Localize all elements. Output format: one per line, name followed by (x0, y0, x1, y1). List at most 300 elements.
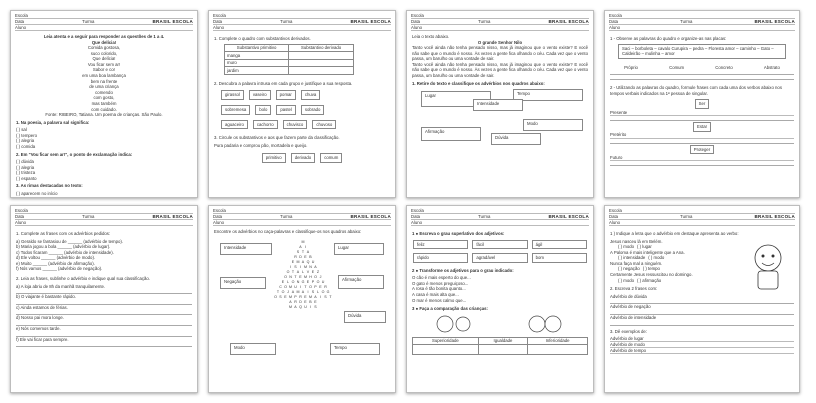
grid-letter: A (301, 260, 305, 264)
word: aguaceiro (221, 120, 248, 130)
col-header-2: Substantivo derivado (289, 44, 354, 52)
grid-letter: A (296, 270, 300, 274)
box-afirmacao: Afirmação (421, 127, 481, 141)
option: ( ) modo (618, 277, 634, 283)
question-2: 2. Descubra a palavra intrusa em cada grupo e justifique a sua resposta. (214, 80, 353, 86)
grid-letter: P (314, 285, 317, 289)
options-3 (16, 191, 192, 198)
box-intensidade: Intensidade (220, 243, 272, 255)
table-cell: manga (225, 52, 289, 60)
grid-letter: G (301, 280, 305, 284)
word: pomar (276, 90, 296, 100)
example-lines (610, 336, 794, 354)
stamp: BRASIL ESCOLA (548, 213, 590, 219)
word: sobremesa (221, 105, 250, 115)
question-1: 1 - Observe as palavras do quadro e organize-as nas placas: (610, 36, 727, 41)
label-superioridade: Superioridade (413, 337, 479, 345)
word: pastel (276, 105, 295, 115)
stamp: BRASIL ESCOLA (350, 213, 392, 219)
student-label: Aluno (15, 219, 26, 225)
grid-letter: M (304, 275, 307, 279)
school-label: Escola (213, 12, 226, 18)
plate-label: Comum (669, 64, 685, 70)
grid-letter: S (311, 290, 315, 294)
poem-line: comendo (95, 89, 113, 95)
grid-letter: D (299, 300, 302, 304)
poem-line: suco colorido, (90, 50, 118, 56)
answer-line (610, 321, 794, 326)
instructions: Encontre os advérbios no caça-palavras e classifique-os nos quadros abaixo: (214, 229, 362, 234)
verb-box (610, 121, 794, 133)
boy-illustration-icon (743, 240, 793, 295)
fill-items (16, 239, 192, 272)
tense-label: Pretérito (610, 132, 627, 138)
fill-item: a) Geraldo se fantasiou de ______ (advérbio de tempo). (16, 238, 124, 244)
grid-letter: Z (316, 270, 320, 274)
question-2: 2. Escreva 2 frases com: (610, 286, 658, 292)
stamp: BRASIL ESCOLA (350, 18, 392, 24)
grid-letter: I (305, 245, 306, 249)
grid-letter: T (301, 250, 305, 254)
plate-label: Próprio (624, 64, 638, 70)
grid-letter: T (304, 285, 307, 289)
label-igualdade: Igualdade (478, 337, 527, 345)
grid-letter: O (274, 295, 277, 299)
option: ( ) alegria (16, 138, 35, 144)
worksheet-5 (10, 205, 198, 393)
adjective: bom (532, 253, 587, 263)
student-label: Aluno (609, 219, 620, 225)
question-2: 2 - Utilizando as palavras do quadro, formule frases com cada uma dos verbos abaixo nos tempos verbais indicados na 1ª pessoa de singular. (610, 85, 782, 96)
grid-letter: P (311, 280, 315, 284)
student-label: Aluno (213, 24, 224, 30)
student-label: Aluno (213, 219, 224, 225)
tense-label: Presente (610, 109, 628, 115)
col-header-1: Substantivo primitivo (225, 44, 289, 52)
grid-letter: I (310, 305, 311, 309)
school-label: Escola (609, 207, 622, 213)
grid-letter: L (287, 280, 289, 284)
box-modo: Modo (523, 119, 583, 131)
sentence: a) A loja abriu de 8h da manhã tranquilamente. (16, 283, 106, 289)
grid-letter: O (286, 270, 290, 274)
kind-label: Advérbio de dúvida (610, 293, 647, 299)
school-label: Escola (15, 12, 28, 18)
sentence: Pura padaria e comprou pão, mortadela e queijo. (214, 142, 308, 148)
word-group (220, 89, 384, 101)
date-label: Data (411, 213, 421, 219)
grid-letter: E (314, 300, 317, 304)
adjective: ágil (532, 240, 587, 250)
grid-letter: E (304, 255, 307, 259)
text-paragraph: Tanto você ainda não tenha pensado nisso, mas já imaginou que o vento existe? E você não sabe que o mundo é nosso. Às vezes a gente fica olhando o céu. Cada vez que o vento passa, um barulho ou uma vontade de sair. (412, 61, 588, 79)
poem-line: com cuidado. (91, 106, 117, 112)
grid-letter: E (291, 260, 295, 264)
class-label: Turma (280, 213, 293, 219)
fill-item: d) Ele voltou ______ (advérbio de modo). (16, 255, 96, 261)
derivation-table (224, 44, 354, 75)
fill-item: e) Muito ______ (advérbio de afirmação). (16, 260, 95, 266)
student-label: Aluno (609, 24, 620, 30)
worksheet-4 (604, 10, 800, 198)
option: ( ) intensidade (618, 255, 646, 261)
grid-letter: I (300, 285, 301, 289)
box-negacao: Negação (220, 277, 266, 289)
school-label: Escola (609, 12, 622, 18)
grid-letter: A (306, 250, 310, 254)
answer-line (16, 342, 192, 347)
word: cachorro (253, 120, 278, 130)
grid-letter: J (287, 290, 289, 294)
option: ( ) aparecem no início (16, 191, 58, 197)
box-lugar: Lugar (334, 243, 384, 255)
student-label: Aluno (15, 24, 26, 30)
question-1: 1 ) Indique a letra que o advérbio em destaque apresenta ao verbo: (610, 231, 739, 236)
grid-letter: S (279, 295, 282, 299)
school-label: Escola (213, 207, 226, 213)
grid-letter: O (309, 285, 312, 289)
word: chuvisco (283, 120, 308, 130)
adjective: fácil (472, 240, 527, 250)
grid-letter: E (284, 295, 287, 299)
option: ( ) lugar (637, 244, 652, 250)
stamp: BRASIL ESCOLA (754, 213, 796, 219)
grid-letter: O (281, 290, 285, 294)
worksheet-2 (208, 10, 396, 198)
class-word: derivado (291, 153, 315, 163)
word-group (220, 119, 384, 131)
comparison: O gato é menos preguiçoso... (412, 280, 469, 286)
grid-letter: A (289, 300, 292, 304)
grid-letter: E (281, 280, 285, 284)
option: ( ) alegria (16, 164, 35, 170)
example-label: Advérbio de modo (610, 341, 645, 347)
comparison: A casa é mais alta que... (412, 292, 459, 298)
verb: Ser (695, 99, 710, 109)
verb-box (610, 144, 794, 156)
comparison-lines (412, 275, 588, 303)
adverb-boxes (412, 88, 588, 150)
stamp: BRASIL ESCOLA (754, 18, 796, 24)
table-cell: muro (225, 59, 289, 67)
grid-letter: O (321, 290, 325, 294)
children-illustration (412, 314, 588, 334)
student-label: Aluno (411, 24, 422, 30)
fill-item: c) Todos ficaram ______ (advérbio de intensidade). (16, 249, 114, 255)
kind-lines (610, 294, 794, 326)
question-1: 1. Na poesia, a palavra sal significa: (16, 119, 90, 125)
word: vaseiro (249, 90, 271, 100)
adverb-item: Nunca faça mal a ninguém. (610, 260, 663, 266)
label-inferioridade: Inferioridade (528, 337, 588, 345)
option: ( ) tristeza (16, 170, 36, 176)
word-search-grid (271, 240, 335, 310)
date-label: Data (411, 18, 421, 24)
class-words (214, 152, 390, 164)
question-2: 2 ● Transforme os adjetivos para o grau indicado: (412, 267, 514, 273)
stamp: BRASIL ESCOLA (152, 18, 194, 24)
option: ( ) tempero (16, 132, 38, 138)
grid-letter: M (309, 295, 312, 299)
date-label: Data (609, 213, 619, 219)
grid-letter: U (294, 285, 297, 289)
fill-item: b) Maria jogou a bola ______ (advérbio de lugar). (16, 244, 111, 250)
comparison-row (412, 298, 588, 304)
option: ( ) tempo (642, 266, 660, 272)
verb: Estar (693, 122, 711, 132)
date-label: Data (15, 18, 25, 24)
poem-line: Comida gostosa, (87, 45, 121, 51)
grid-letter: U (321, 280, 325, 284)
grid-letter: Q (306, 260, 310, 264)
box-tempo: Tempo (513, 89, 583, 101)
example-label: Advérbio de lugar (610, 335, 644, 341)
grid-letter: E (311, 270, 315, 274)
box-intensidade: Intensidade (473, 99, 523, 111)
word: girassol (221, 90, 244, 100)
class-label: Turma (680, 213, 693, 219)
grid-letter: E (304, 300, 307, 304)
question-1: 1. Retire do texto e classifique os advérbios nos quadros abaixo: (412, 80, 545, 86)
word-groups (214, 89, 390, 130)
option: ( ) afirmação (637, 277, 662, 283)
poem-title: Que delícia! (91, 39, 117, 45)
adjective-boxes (412, 239, 588, 264)
poem-line: de uma criança (89, 84, 119, 90)
grid-letter: A (314, 295, 317, 299)
grid-letter: P (294, 295, 297, 299)
grid-letter: T (329, 295, 332, 299)
grid-letter: Q (299, 305, 302, 309)
grid-letter: O (284, 285, 287, 289)
class-label: Turma (82, 18, 95, 24)
poem-line: Que delícia! (92, 56, 116, 62)
question-3: 3. Dê exemplos de: (610, 328, 648, 334)
class-label: Turma (280, 18, 293, 24)
question-3: 3. Circule os substantivos e aos que fazem parte da classificação. (214, 135, 340, 141)
grid-letter: R (299, 295, 302, 299)
grid-letter: V (306, 270, 310, 274)
box-duvida: Dúvida (491, 133, 541, 145)
kind-label: Advérbio de intensidade (610, 314, 657, 320)
grid-letter: E (304, 295, 307, 299)
school-label: Escola (411, 12, 424, 18)
comparison: O mar é menos calmo que... (412, 297, 467, 303)
poem-line: com gosto, (93, 95, 115, 101)
plate-label: Abstrato (763, 64, 780, 70)
grid-letter: J (319, 275, 322, 279)
box-modo: Modo (230, 343, 276, 355)
grid-letter: C (279, 285, 282, 289)
stamp: BRASIL ESCOLA (548, 18, 590, 24)
word: chuva (301, 90, 320, 100)
worksheet-8 (604, 205, 800, 393)
date-label: Data (15, 213, 25, 219)
sentence: e) Nós comemos tarde. (16, 325, 61, 331)
text-title: O grande Senhor Nilo (477, 39, 523, 45)
date-label: Data (609, 18, 619, 24)
grid-letter: I (300, 265, 301, 269)
word: chuvoso (312, 120, 336, 130)
comparison-table (412, 337, 588, 356)
question-1: 1 ● Escreva o grau superlativo dos adjetivos: (412, 231, 505, 236)
grid-row (271, 305, 335, 310)
option: ( ) sal (16, 127, 27, 133)
grid-letter: B (309, 300, 312, 304)
children-icon (435, 314, 475, 334)
grid-letter: O (291, 280, 295, 284)
grid-letter: O (314, 275, 317, 279)
worksheet-7 (406, 205, 594, 393)
example-line (610, 348, 794, 354)
grid-letter: G (326, 290, 330, 294)
comparison: A rosa é tão bonita quanto... (412, 286, 466, 292)
stamp: BRASIL ESCOLA (152, 213, 194, 219)
grid-letter: B (309, 255, 312, 259)
grid-letter: O (316, 280, 320, 284)
sentence: d) Nosso pai mora longe. (16, 315, 65, 321)
credit: Fonte: RIBEIRO, Tatiana. Um poema de crianças. São Paulo. (45, 112, 163, 118)
grid-letter: R (294, 300, 297, 304)
verb: Proteger (690, 145, 714, 155)
question-1: 1. Complete as frases com os advérbios pedidos: (16, 231, 111, 236)
grid-letter: D (299, 255, 302, 259)
option: ( ) modo (618, 244, 634, 250)
grid-letter: N (289, 275, 292, 279)
grid-letter: A (294, 305, 297, 309)
poem-line: bem na frente (90, 78, 118, 84)
word-group (220, 104, 384, 116)
grid-letter: N (296, 280, 300, 284)
option (16, 197, 192, 198)
grid-letter: A (291, 290, 295, 294)
poem-line: Sabor e cor (92, 67, 116, 73)
school-label: Escola (411, 207, 424, 213)
fill-item: f) Nós vamos ______ (advérbio de negação). (16, 266, 103, 272)
grid-letter: R (324, 285, 327, 289)
plate-label: Concreto (715, 64, 733, 70)
question-3: 3 ● Faça a comparação das crianças: (412, 306, 488, 312)
children-icon (525, 314, 565, 334)
sentence: c) Ainda estamos de férias. (16, 304, 68, 310)
box-afirmacao: Afirmação (338, 275, 384, 289)
date-label: Data (213, 18, 223, 24)
option: ( ) dúvida (16, 159, 34, 165)
sentence: b) O viajante é bastante rápido. (16, 294, 76, 300)
box-tempo: Tempo (330, 343, 380, 355)
option-row (618, 278, 730, 284)
table-cell: jardim (225, 67, 289, 75)
comparison: O cão é mais esperto do que... (412, 275, 471, 281)
question-2: 2. Em "Vou ficar sem ar!", o ponto de exclamação indica: (16, 151, 133, 157)
grid-letter: T (294, 275, 297, 279)
word: bolo (255, 105, 271, 115)
grid-letter: M (289, 285, 292, 289)
poem-line: Vou ficar sem ar! (87, 61, 121, 67)
grid-letter: A (314, 265, 317, 269)
grid-letter: S (294, 265, 297, 269)
options-2 (16, 159, 192, 181)
grid-letter: L (302, 270, 304, 274)
grid-letter: M (289, 295, 292, 299)
class-word: comum (320, 153, 342, 163)
grid-letter: I (307, 290, 309, 294)
reading-title: Leia o texto abaixo. (412, 34, 450, 39)
intro: Leia atenta e a seguir para responder as questões de 1 a 4. (43, 34, 165, 39)
grid-letter: I (320, 295, 321, 299)
grid-letter: M (304, 265, 307, 269)
class-word: primitivo (262, 153, 286, 163)
question-2: 2. Leia as frases, sublinhe o advérbio e indique qual sua classificação. (16, 276, 151, 282)
tense-lines (610, 98, 794, 166)
worksheet-6 (208, 205, 396, 393)
adverb-item: A Paloma é mais inteligente que a Ana. (610, 249, 685, 255)
text-paragraph: Tanto você ainda não tenha pensado nisso, mas já imaginou que o vento existe? E você não sabe que o mundo é nosso. Às vezes a gente fica olhando o céu. Cada vez que o vento passa, um barulho ou uma vontade de sair. (412, 45, 588, 62)
grid-letter: S (314, 305, 317, 309)
tense-label: Futuro (610, 154, 623, 160)
option: ( ) espanto (16, 175, 37, 181)
grid-letter: T (291, 270, 295, 274)
option: ( ) negação (618, 266, 640, 272)
adverb-items (610, 239, 730, 284)
grid-letter: U (304, 305, 307, 309)
date-label: Data (213, 213, 223, 219)
grid-letter: S (324, 295, 327, 299)
student-label: Aluno (411, 219, 422, 225)
adverb-item: Jesus nasceu lá em Belém. (610, 238, 663, 244)
kind-label: Advérbio de negação (610, 304, 651, 310)
sentences (16, 284, 192, 347)
grid-letter: A (301, 290, 305, 294)
word: sobrado (301, 105, 325, 115)
grid-letter: M (289, 305, 292, 309)
option: ( ) comida (16, 143, 36, 149)
grid-letter: M (296, 290, 300, 294)
worksheet-1 (10, 10, 198, 198)
adjective: feliz (413, 240, 468, 250)
grid-letter: T (276, 290, 280, 294)
option: ( ) modo (648, 255, 665, 261)
options-1 (16, 127, 192, 149)
box-duvida: Dúvida (344, 311, 386, 323)
example-label: Advérbio de tempo (610, 347, 647, 353)
class-label: Turma (82, 213, 95, 219)
grid-letter: S (296, 250, 300, 254)
grid-letter: H (309, 275, 312, 279)
grid-letter: E (319, 285, 322, 289)
verb-box (610, 98, 794, 110)
sentence: f) Ele vai ficar para sempre. (16, 336, 69, 342)
class-label: Turma (680, 18, 693, 24)
adjective: agradável (472, 253, 527, 263)
grid-letter: E (306, 280, 310, 284)
adjective: rápido (413, 253, 468, 263)
grid-letter: E (299, 275, 302, 279)
grid-letter: M (296, 260, 300, 264)
grid-letter: U (311, 260, 315, 264)
poem-line: em uma boa lambança (82, 73, 126, 79)
grid-letter: R (294, 255, 297, 259)
word-box: Saci – borboleta – cavalo Curupira – pedra – Floresta amor – caminho – Gato – Caldeirão – mulinha – amor (618, 44, 786, 59)
answer-line (610, 161, 794, 166)
adverb-item: Certamente Jesus ressuscitou no domingo. (610, 272, 693, 278)
grid-letter: I (290, 265, 291, 269)
worksheet-3 (406, 10, 594, 198)
class-label: Turma (478, 18, 491, 24)
grid-letter: N (309, 265, 312, 269)
question-1: 1. Complete o quadro com substantivos derivados. (214, 36, 311, 41)
grid-letter: O (284, 275, 287, 279)
